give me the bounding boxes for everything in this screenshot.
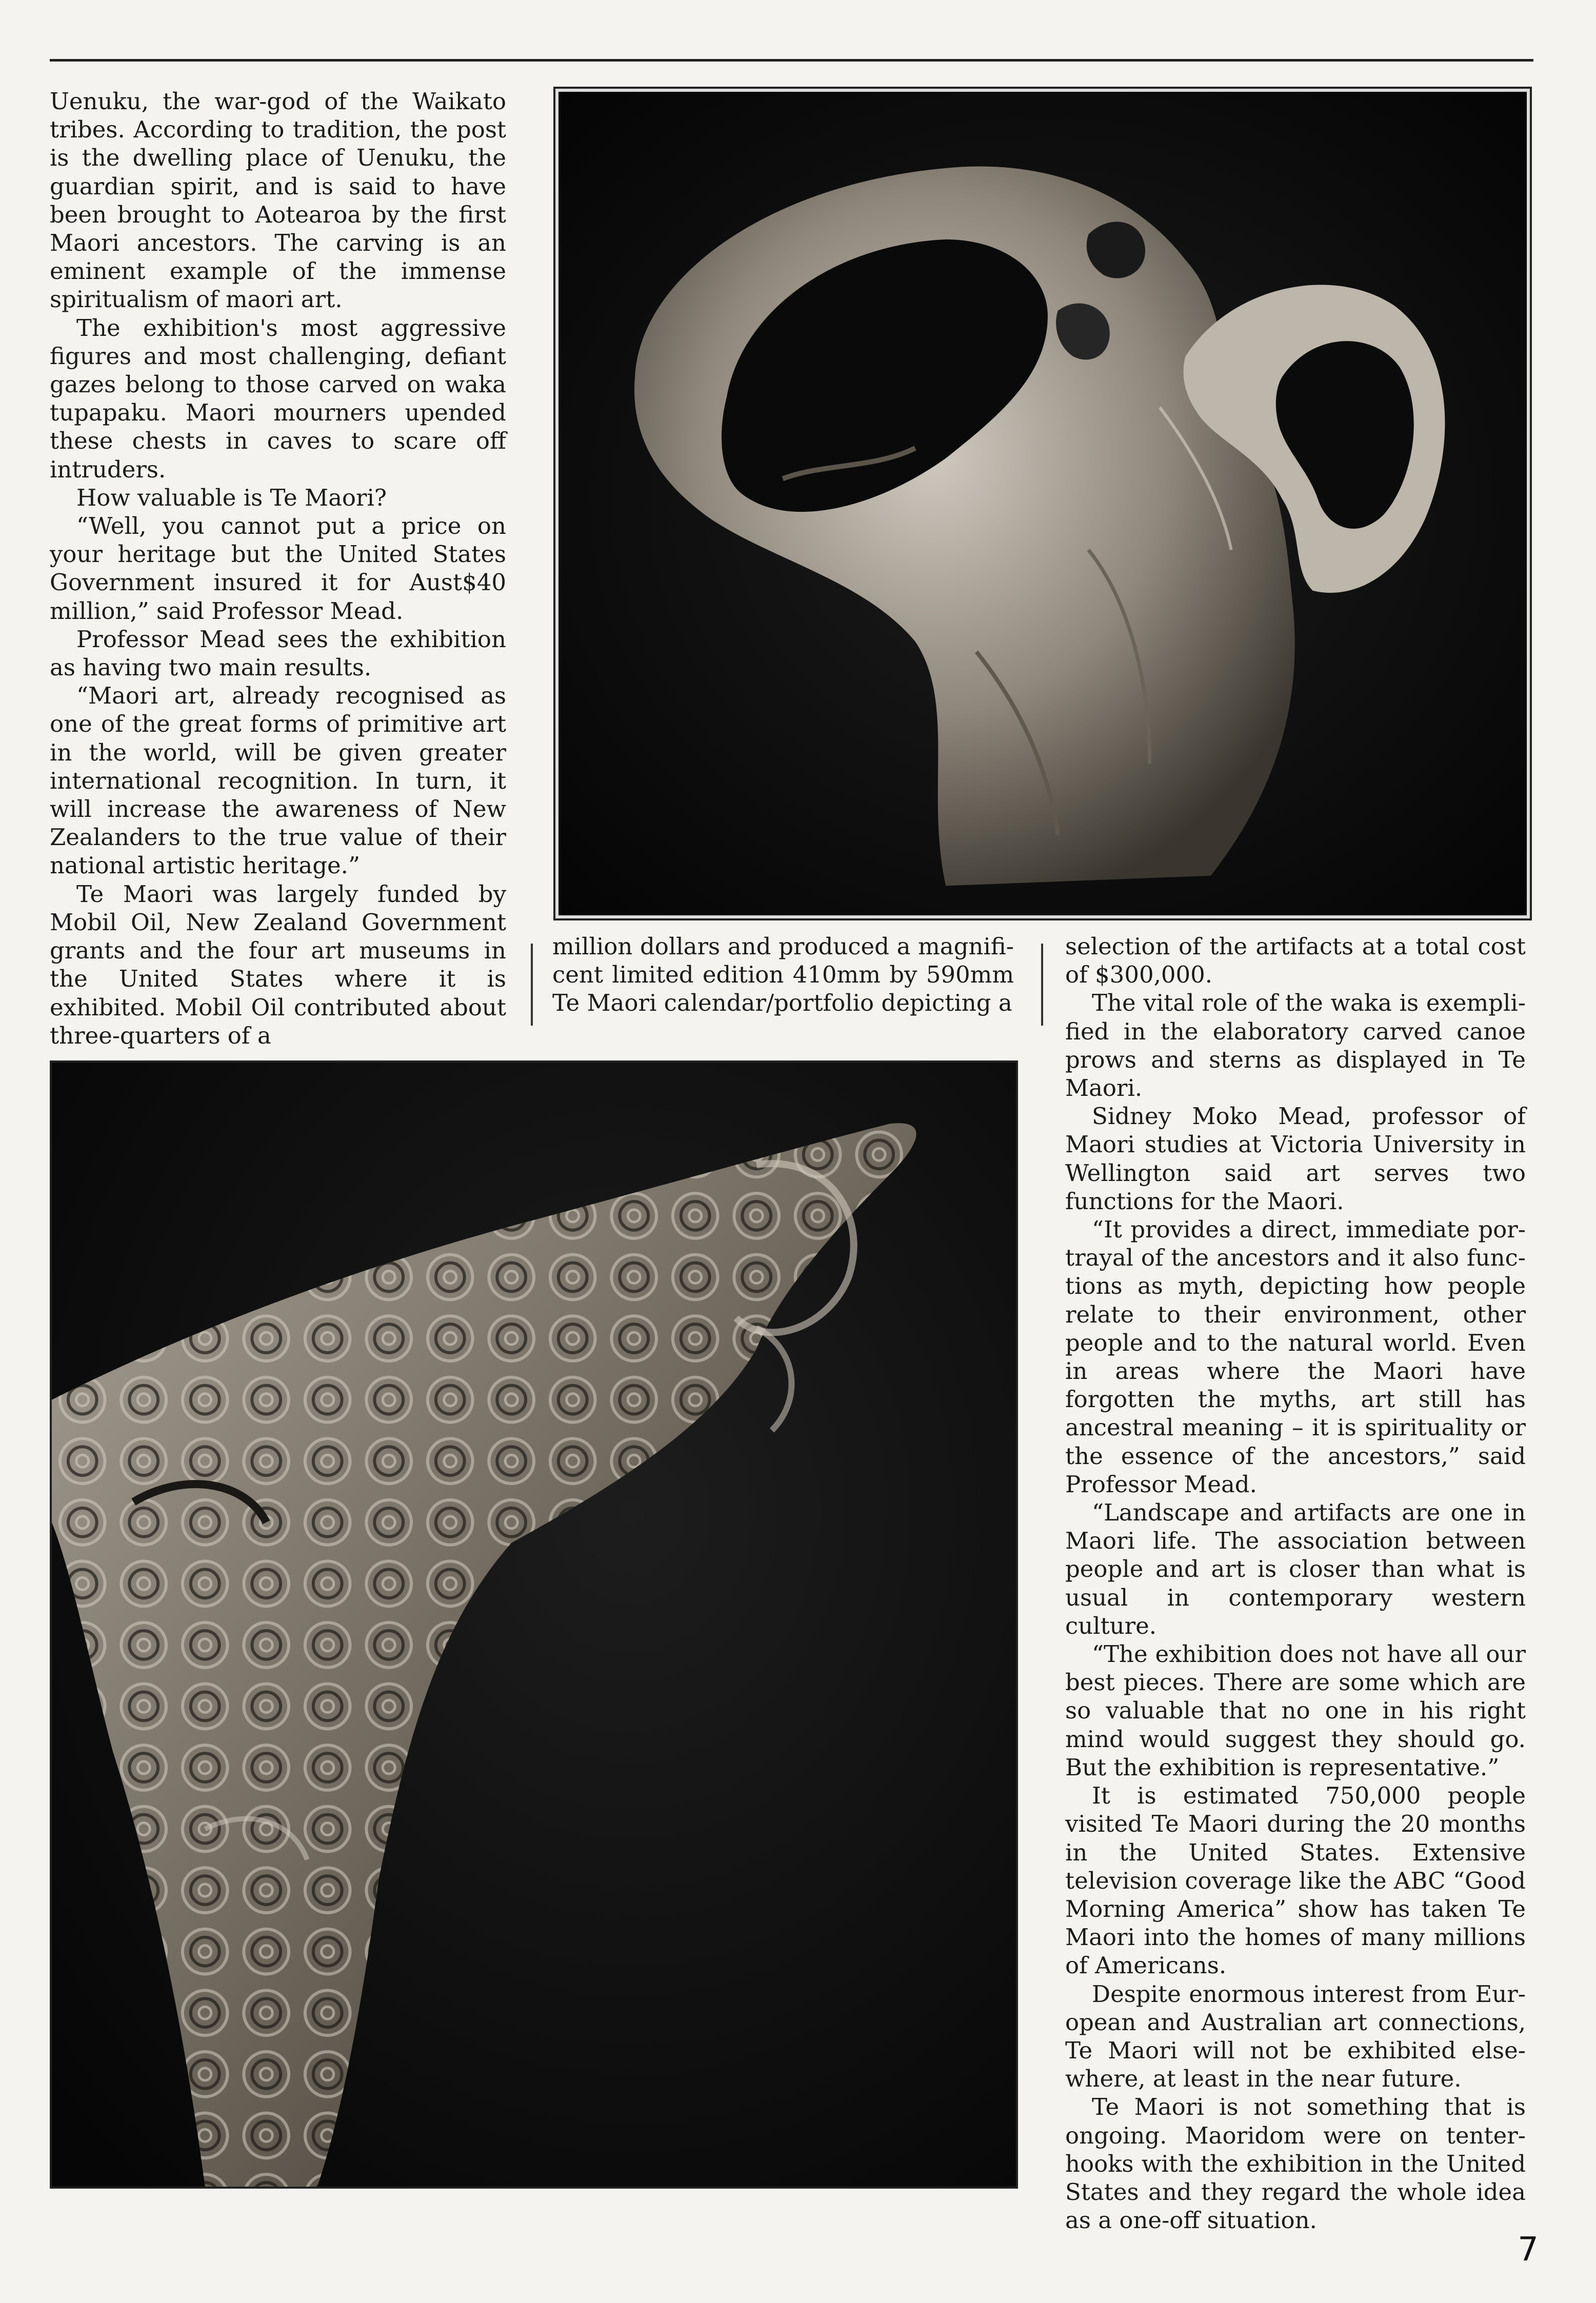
- column-divider-2: [1041, 944, 1043, 1026]
- paragraph: million dollars and produced a magnificent limited edition 410mm by 590mm Te Maori calendar/portfolio depicting a: [552, 933, 1014, 1017]
- canoe-prow-illustration: [52, 1063, 1016, 2187]
- paragraph: How valuable is Te Maori?: [76, 484, 387, 511]
- paragraph: The vital role of the waka is exemplified in the elaboratory carved canoe prows and sterns as displayed in Te Maori.: [1065, 989, 1526, 1102]
- paragraph: Te Maori was largely funded by Mobil Oil, New Zealand Government grants and the four art museums in the United States where it is exhibited. Mobil Oil contributed about three-quarters of a: [50, 880, 506, 1049]
- column-divider-1: [531, 944, 533, 1026]
- paragraph: Te Maori is not something that is ongoing. Maoridom were on tenterhooks with the exhibition in the United States and they regard the whole idea as a one-off situation.: [1065, 2093, 1526, 2234]
- paragraph: “Landscape and artifacts are one in Maori life. The association between people and art is closer than what is usual in contemporary western culture.: [1065, 1499, 1526, 1639]
- paragraph: “Maori art, already recognised as one of the great forms of primitive art in the world, will be given greater international recognition. In turn, it will increase the awareness of New Zealanders to the true value of their national artistic heritage.”: [50, 682, 506, 879]
- paragraph: “Well, you cannot put a price on your heritage but the United States Government insured it for Aust$40 million,” said Professor Mead.: [50, 512, 506, 625]
- text-column-right: [1065, 932, 1526, 2234]
- photo-carved-head: [555, 89, 1530, 918]
- paragraph: Sidney Moko Mead, professor of Maori studies at Victoria University in Wellington said art serves two functions for the Maori.: [1065, 1103, 1526, 1215]
- page-number: 7: [1518, 2231, 1539, 2269]
- paragraph: “It provides a direct, immediate portrayal of the ancestors and it also functions as myth, depicting how people relate to their environment, other people and to the natural world. Even in areas where the Maori have forgotten the myths, art still has ancestral meaning – it is spirituality or the essence of the ancestors,” said Professor Mead.: [1065, 1216, 1526, 1498]
- photo-canoe-prow: [50, 1060, 1018, 2189]
- top-rule: [50, 59, 1533, 62]
- paragraph: Uenuku, the war-god of the Waikato tribes. According to tradition, the post is the dwelling place of Uenuku, the guardian spirit, and is said to have been brought to Aotearoa by the first Maori ancestors. The carving is an eminent example of the immense spiritualism of maori art.: [50, 88, 506, 313]
- paragraph: The exhibition's most aggressive figures and most challenging, defiant gazes belong to those carved on waka tupapaku. Maori mourners upended these chests in caves to scare off intruders.: [50, 314, 506, 483]
- paragraph: Professor Mead sees the exhibition as having two main results.: [50, 625, 506, 682]
- text-column-left: [50, 87, 506, 1050]
- carved-head-illustration: [558, 92, 1527, 915]
- text-column-middle: [552, 932, 1014, 1017]
- paragraph: Despite enormous interest from European and Australian art connections, Te Maori will not be exhibited elsewhere, at least in the near future.: [1065, 1980, 1526, 2093]
- paragraph: It is estimated 750,000 people visited Te Maori during the 20 months in the United States. Extensive television coverage like the ABC “Good Morning America” show has taken Te Maori into the homes of many millions of Americans.: [1065, 1782, 1526, 1979]
- paragraph: selection of the artifacts at a total cost of $300,000.: [1065, 933, 1526, 989]
- paragraph: “The exhibition does not have all our best pieces. There are some which are so valuable that no one in his right mind would suggest they should go. But the exhibition is representative.”: [1065, 1640, 1526, 1781]
